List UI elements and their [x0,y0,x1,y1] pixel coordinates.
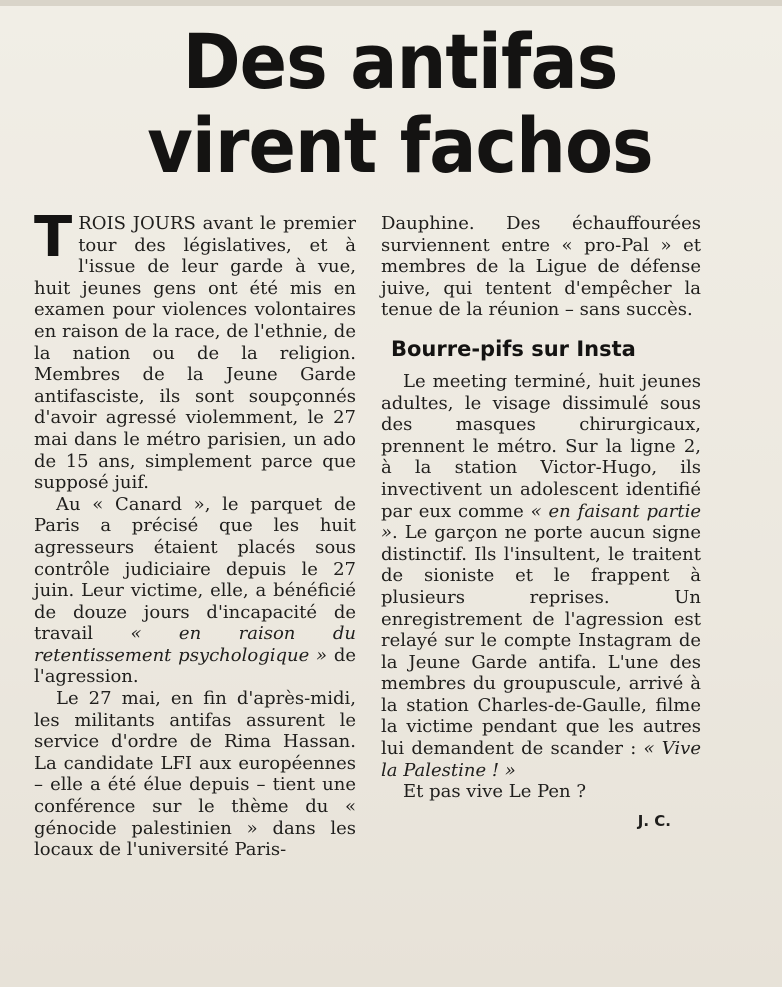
paragraph-5-text: Le meeting terminé, huit jeunes adultes, le visage dissimulé sous des masques chirurgicaux, prennent le métro. Sur la ligne 2, à la station Victor-Hugo, ils invectivent un adolescent identifié par eux comme [381,370,701,522]
paragraph-3: Le 27 mai, en fin d'après-midi, les militants antifas assurent le service d'ordre de Rima Hassan. La candidate LFI aux européennes – elle a été élue depuis – tient une conférence sur le thème du « génocide palestinien » dans les locaux de l'université Paris- [34,688,356,861]
paragraph-5-middle: . Le garçon ne porte aucun signe distinctif. Ils l'insultent, le traitent de sioniste et le frappent à plusieurs reprises. Un enregistrement de l'agression est relayé sur le compte Instagram de la Jeune Garde antifa. L'une des membres du groupuscule, arrivé à la station Charles-de-Gaulle, filme la victime pendant que les autres lui demandent de scander : [381,522,701,760]
headline-line-1: Des antifas [182,17,618,106]
section-subhead: Bourre-pifs sur Insta [391,336,636,361]
paragraph-2-text: Au « Canard », le parquet de Paris a précisé que les huit agresseurs étaient placés sous contrôle judiciaire depuis le 27 juin. Leur victime, elle, a bénéficié de douze jours d'incapacité de travail [34,493,356,645]
headline-line-2: virent fachos [147,101,653,190]
paragraph-4: Dauphine. Des échauffourées surviennent entre « pro-Pal » et membres de la Ligue de défense juive, qui tentent d'empêcher la tenue de la réunion – sans succès. [381,213,701,321]
drop-cap: T [34,205,73,270]
right-column [381,213,701,832]
author-signature: J. C. [637,811,671,830]
paragraph-1 [34,205,356,494]
left-column [34,205,356,861]
paragraph-2 [34,494,356,688]
paragraph-6: Et pas vive Le Pen ? [403,781,587,803]
article-headline [69,17,731,190]
quote-psychological: « en raison du retentissement psychologique » [34,623,356,666]
quote-vive-la-palestine: « Vive la Palestine ! » [381,738,701,781]
quote-en-faisant-partie: « en faisant partie » [381,500,701,544]
paragraph-2-end: de l'agression. [34,644,356,688]
paragraph-1-text: ROIS JOURS avant le premier tour des législatives, et à l'issue de leur garde à vue, huit jeunes gens ont été mis en examen pour violences volontaires en raison de la race, de l'ethnie, de la nation ou de la religion. Membres de la Jeune Garde antifasciste, ils sont soupçonnés d'avoir agressé violemment, le 27 mai dans le métro parisien, un ado de 15 ans, simplement parce que supposé juif. [34,213,356,494]
clipping-edge [0,0,782,6]
paragraph-5 [381,371,701,781]
